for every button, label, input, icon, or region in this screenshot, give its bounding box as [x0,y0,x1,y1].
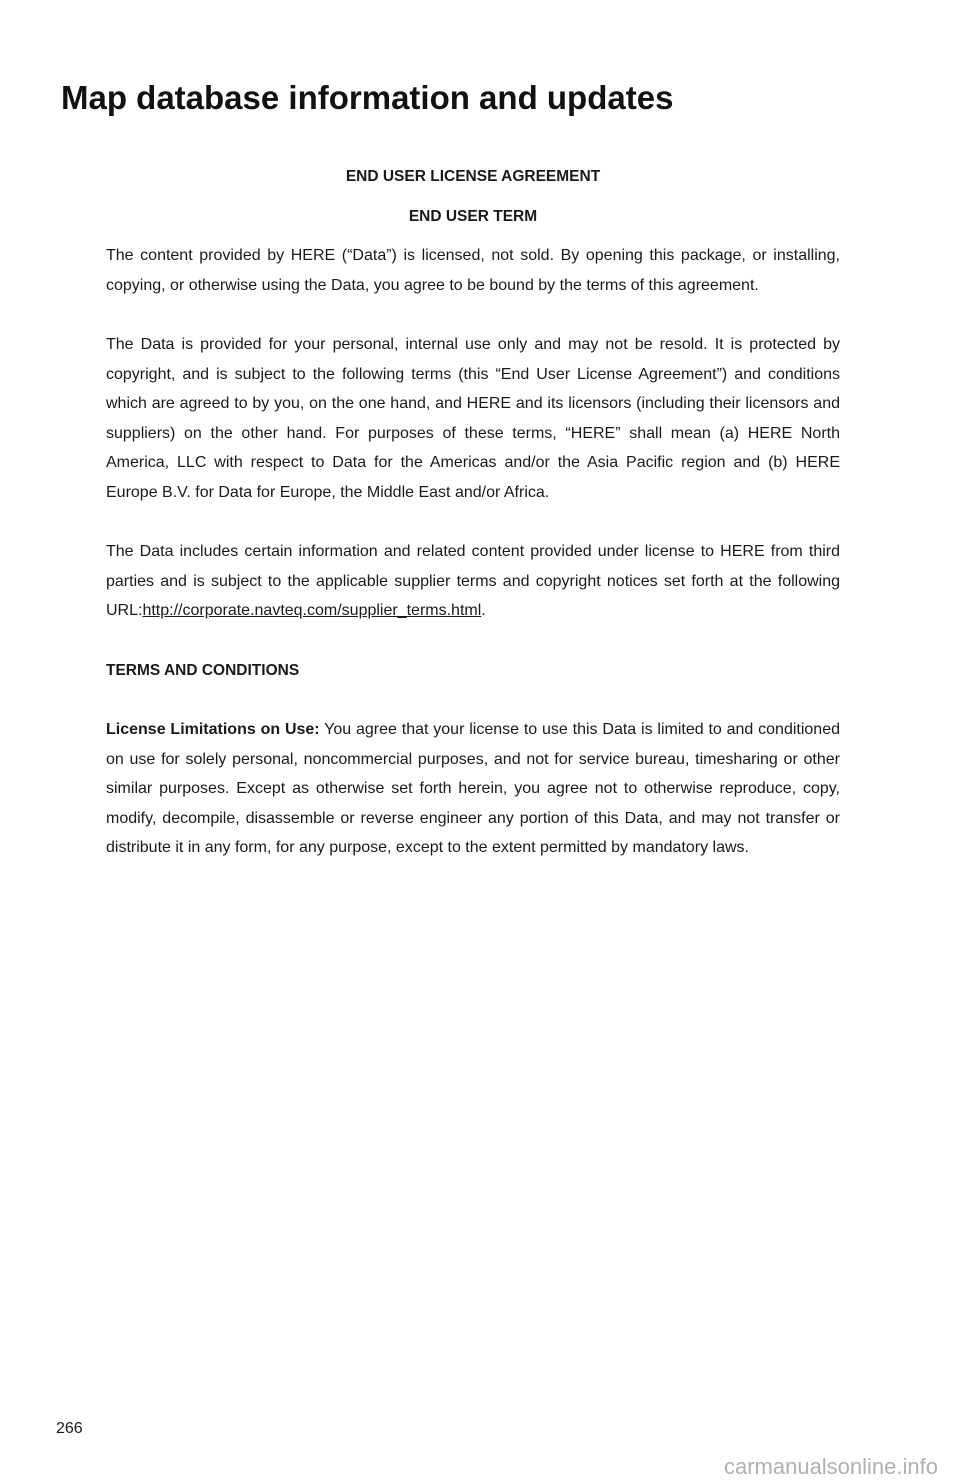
supplier-terms-link[interactable]: http://corporate.navteq.com/supplier_terms.html [142,602,482,619]
agreement-subheading: END USER TERM [408,207,538,225]
paragraph-supplier-terms [106,537,840,626]
license-limitations-label: License Limitations on Use: [106,721,320,738]
paragraph-license-limitations [106,715,840,863]
terms-heading: TERMS AND CONDITIONS [106,661,300,679]
supplier-terms-text: The Data includes certain information and related content provided under license to HERE from third parties and is subject to the applicable supplier terms and copyright notices set forth at the following URL: [106,543,840,619]
paragraph-personal-use: The Data is provided for your personal, internal use only and may not be resold. It is protected by copyright, and is subject to the following terms (this “End User License Agreement”) and conditions which are agreed to by you, on the one hand, and HERE and its licensors (including their licensors and suppliers) on the other hand. For purposes of these terms, “HERE” shall mean (a) HERE North America, LLC with respect to Data for the Americas and/or the Asia Pacific region and (b) HERE Europe B.V. for Data for Europe, the Middle East and/or Africa. [106,336,840,501]
agreement-content [106,162,840,893]
page-title: Map database information and updates [61,79,674,116]
paragraph-data-license: The content provided by HERE (“Data”) is licensed, not sold. By opening this package, or installing, copying, or otherwise using the Data, you agree to be bound by the terms of this agreement. [106,247,840,294]
license-limitations-text: You agree that your license to use this Data is limited to and conditioned on use for solely personal, noncommercial purposes, and not for service bureau, timesharing or other similar purposes. Except as otherwise set forth herein, you agree not to otherwise reproduce, copy, modify, decompile, disassemble or reverse engineer any portion of this Data, and may not transfer or distribute it in any form, for any purpose, except to the extent permitted by mandatory laws. [106,721,840,856]
page-number: 266 [56,1420,83,1437]
supplier-terms-period: . [481,602,486,619]
watermark: carmanualsonline.info [723,1454,938,1479]
agreement-heading: END USER LICENSE AGREEMENT [345,168,601,185]
